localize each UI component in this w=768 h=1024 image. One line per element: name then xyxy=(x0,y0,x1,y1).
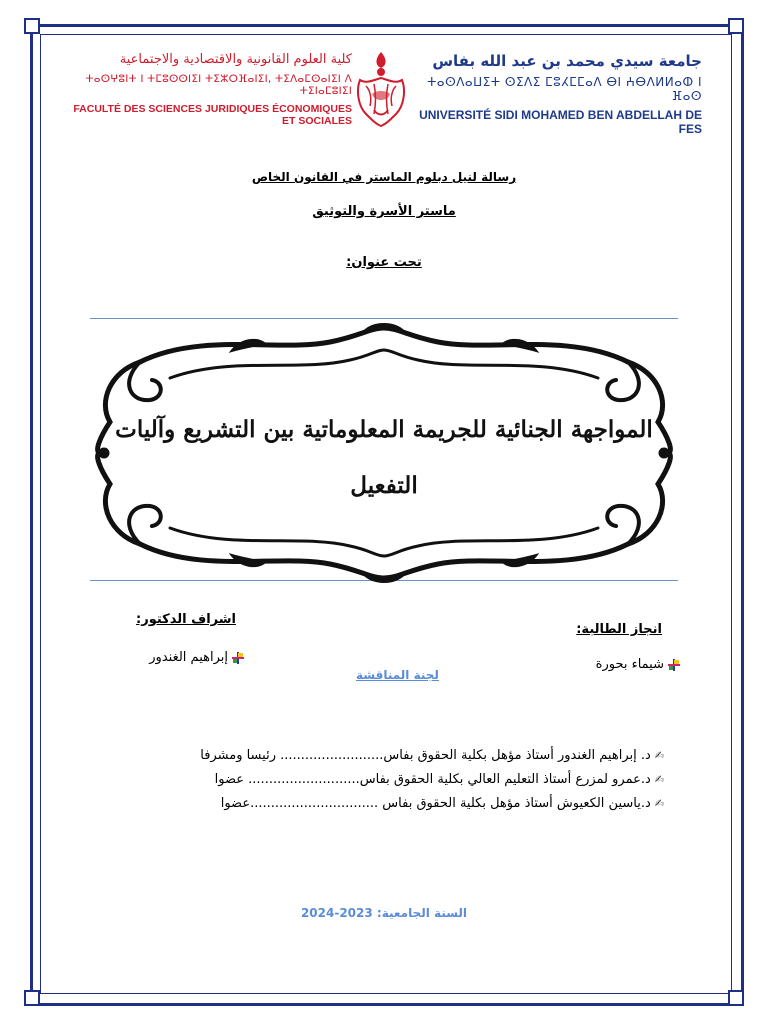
border-corner-top-left xyxy=(24,18,40,34)
colored-cross-bullet-icon xyxy=(232,652,244,664)
border-corner-top-right xyxy=(728,18,744,34)
academic-year: السنة الجامعية: 2023-2024 xyxy=(300,906,468,920)
thesis-main-title xyxy=(110,402,658,514)
frame-top-line xyxy=(90,318,678,319)
jury-label: لجنة المناقشة xyxy=(356,668,439,682)
university-header xyxy=(402,52,702,136)
student-name-row xyxy=(596,657,680,672)
faculty-name-arabic: كلية العلوم القانونية والاقتصادية والاجتماعية xyxy=(119,52,352,67)
master-program: ماستر الأسرة والتوثيق xyxy=(312,204,456,219)
university-name-arabic: جامعة سيدي محمد بن عبد الله بفاس xyxy=(432,52,702,70)
jury-member: ✍د.عمرو لمزرع أستاذ التعليم العالي بكلية الحقوق بفاس........................... عضوا xyxy=(214,772,664,787)
student-name: شيماء بحورة xyxy=(595,657,664,672)
thesis-description: رسالة لنيل دبلوم الماستر في القانون الخاص xyxy=(251,170,517,184)
supervisor-name-row xyxy=(149,650,244,665)
faculty-name-tifinagh: ⵜⴰⵙⵖⵓⵏⵜ ⵏ ⵜⵎⵓⵙⵙⵏⵉⵏ ⵜⵉⵣⵔⴼⴰⵏⵉⵏ, ⵜⵉⴷⴰⵎⵙⴰⵏⵉⵏ ⴷ ⵜⵉⵏⴰⵎⵓⵏⵉⵏ xyxy=(85,73,352,97)
border-corner-bottom-left xyxy=(24,990,40,1006)
university-name-french: UNIVERSITÉ SIDI MOHAMED BEN ABDELLAH DE FES xyxy=(419,108,702,136)
jury-member: ✍د. إبراهيم الغندور أستاذ مؤهل بكلية الحقوق بفاس......................... رئيسا ومشرفا xyxy=(200,748,664,763)
jury-member: ✍د.ياسين الكعيوش أستاذ مؤهل بكلية الحقوق بفاس ...............................عضوا xyxy=(220,796,664,811)
faculty-name-french: FACULTÉ DES SCIENCES JURIDIQUES ÉCONOMIQUES ET SOCIALES xyxy=(73,103,352,127)
supervisor-name: إبراهيم الغندور xyxy=(149,650,228,665)
university-crest-icon xyxy=(352,50,410,128)
pen-bullet-icon: ✍ xyxy=(654,749,664,762)
thesis-title-line-1: المواجهة الجنائية للجريمة المعلوماتية بين التشريع وآليات xyxy=(115,416,653,443)
thesis-title-line-2: التفعيل xyxy=(350,472,418,499)
border-corner-bottom-right xyxy=(728,990,744,1006)
faculty-header xyxy=(62,52,352,127)
colored-cross-bullet-icon xyxy=(668,659,680,671)
under-title-label: تحت عنوان: xyxy=(346,255,422,270)
university-name-tifinagh: ⵜⴰⵙⴷⴰⵡⵉⵜ ⵙⵉⴷⵉ ⵎⵓⵃⵎⵎⴰⴷ ⴱⵏ ⵄⴱⴷⵍⵍⴰⵀ ⵏ ⴼⴰⵙ xyxy=(427,75,702,103)
pen-bullet-icon: ✍ xyxy=(654,773,664,786)
supervisor-label: اشراف الدكتور: xyxy=(136,612,236,627)
student-label: انجاز الطالبة: xyxy=(576,622,662,637)
pen-bullet-icon: ✍ xyxy=(654,797,664,810)
